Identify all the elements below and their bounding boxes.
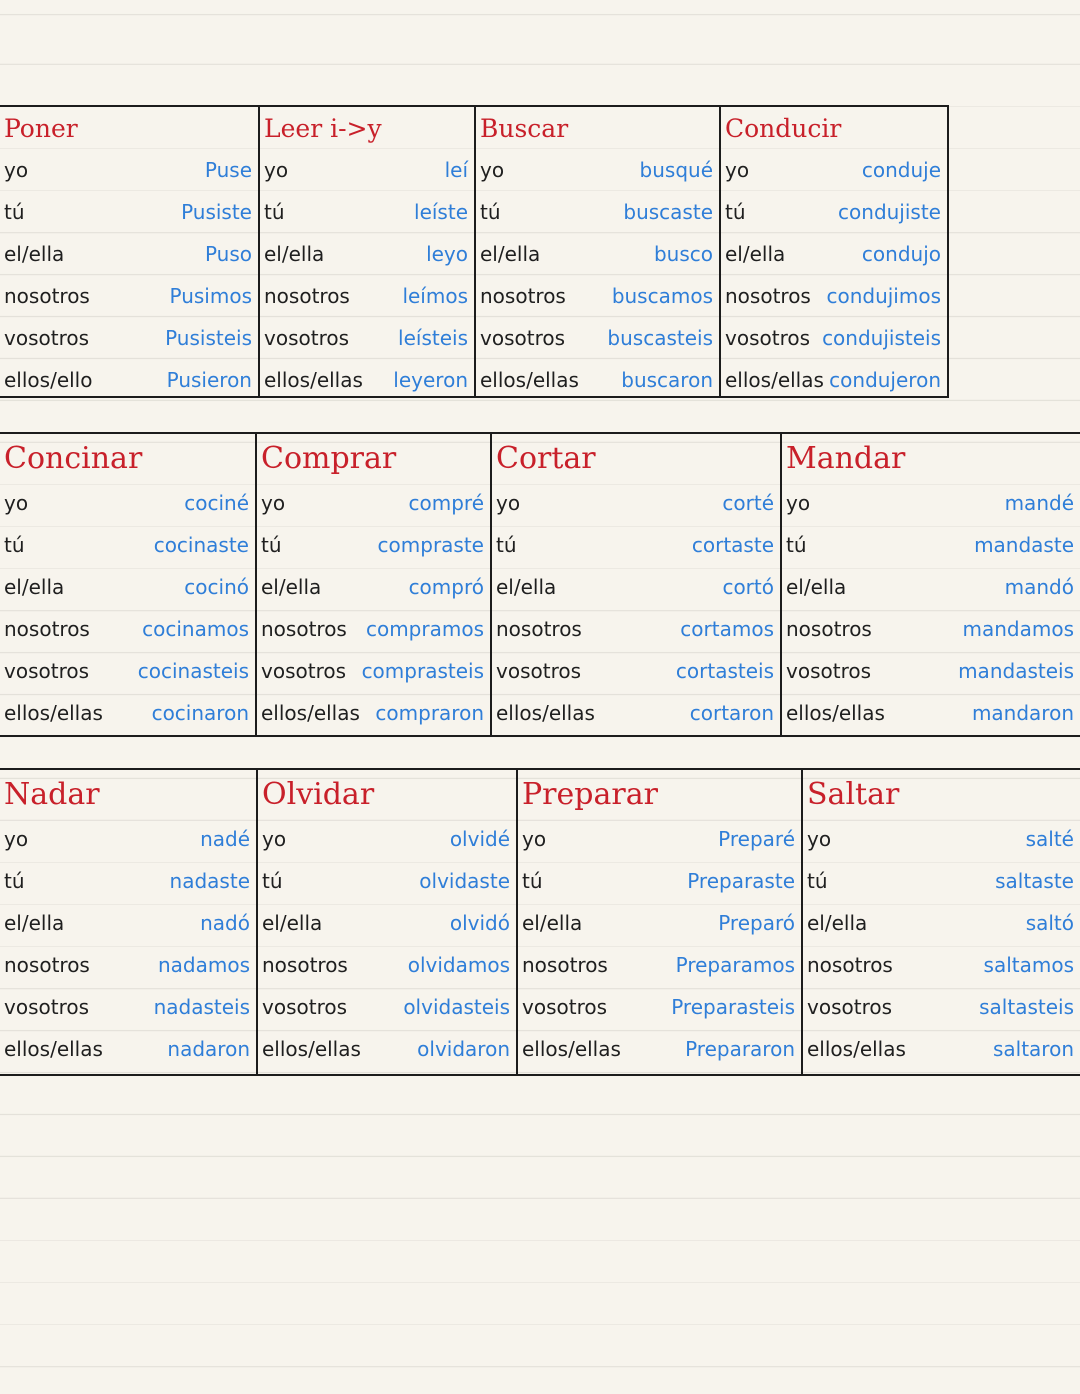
verb-table-row-1 (0, 105, 949, 398)
conjugation-row (807, 1028, 1074, 1070)
conjugation-row (786, 608, 1074, 650)
verb-block-conducir (721, 107, 947, 396)
pronoun-label: el/ella (522, 911, 583, 935)
conjugated-form: conduje (861, 158, 941, 182)
conjugated-form: saltaron (992, 1037, 1074, 1061)
pronoun-label: el/ella (261, 575, 322, 599)
pronoun-label: el/ella (262, 911, 323, 935)
conjugated-form: leísteis (398, 326, 468, 350)
conjugated-form: buscasteis (607, 326, 713, 350)
conjugated-form: Preparó (718, 911, 795, 935)
conjugation-row (261, 608, 484, 650)
verb-title: Conducir (725, 114, 842, 143)
pronoun-label: nosotros (480, 284, 566, 308)
conjugation-row (480, 233, 713, 275)
conjugated-form: nadó (200, 911, 250, 935)
conjugated-form: compró (408, 575, 484, 599)
conjugation-row (480, 275, 713, 317)
verb-block-cortar (492, 434, 782, 735)
conjugation-row (4, 944, 250, 986)
conjugated-form: Pusiste (181, 200, 252, 224)
conjugated-form: saltasteis (979, 995, 1074, 1019)
conjugation-row (261, 482, 484, 524)
conjugated-form: saltaste (995, 869, 1074, 893)
conjugation-row (262, 986, 510, 1028)
conjugated-form: saltamos (983, 953, 1074, 977)
conjugation-row (725, 149, 941, 191)
pronoun-label: tú (480, 200, 501, 224)
conjugation-row (786, 692, 1074, 734)
conjugated-form: cociné (184, 491, 249, 515)
conjugated-form: Preparamos (675, 953, 795, 977)
verb-block-nadar (0, 770, 258, 1074)
conjugated-form: condujo (861, 242, 941, 266)
pronoun-label: vosotros (807, 995, 893, 1019)
conjugated-form: cocinó (184, 575, 249, 599)
conjugation-row (496, 566, 774, 608)
conjugated-form: Puso (204, 242, 252, 266)
verb-block-olvidar (258, 770, 518, 1074)
conjugation-row (480, 317, 713, 359)
verb-block-saltar (803, 770, 1080, 1074)
verb-title: Buscar (480, 114, 569, 143)
pronoun-label: el/ella (725, 242, 786, 266)
pronoun-label: nosotros (264, 284, 350, 308)
conjugation-row (4, 524, 249, 566)
pronoun-label: el/ella (496, 575, 557, 599)
conjugation-row (496, 482, 774, 524)
verb-block-poner (0, 107, 260, 396)
conjugated-form: Preparaste (687, 869, 795, 893)
conjugated-form: mandé (1004, 491, 1074, 515)
conjugated-form: condujeron (829, 368, 941, 392)
conjugation-row (725, 359, 941, 401)
conjugation-row (261, 650, 484, 692)
conjugated-form: Preparé (718, 827, 795, 851)
pronoun-label: vosotros (480, 326, 566, 350)
conjugated-form: cocinaste (153, 533, 249, 557)
conjugation-row (725, 233, 941, 275)
conjugation-row (262, 1028, 510, 1070)
conjugated-form: compré (408, 491, 484, 515)
conjugated-form: salté (1025, 827, 1074, 851)
pronoun-label: ellos/ellas (807, 1037, 906, 1061)
conjugation-row (264, 233, 468, 275)
conjugation-row (262, 902, 510, 944)
pronoun-label: tú (4, 533, 25, 557)
pronoun-label: vosotros (264, 326, 350, 350)
pronoun-label: nosotros (725, 284, 811, 308)
pronoun-label: tú (725, 200, 746, 224)
conjugation-row (522, 818, 795, 860)
conjugated-form: compraste (377, 533, 484, 557)
pronoun-label: ellos/ellas (786, 701, 885, 725)
pronoun-label: yo (262, 827, 287, 851)
conjugated-form: compramos (365, 617, 484, 641)
pronoun-label: vosotros (262, 995, 348, 1019)
pronoun-label: tú (4, 200, 25, 224)
pronoun-label: el/ella (264, 242, 325, 266)
verb-title: Leer i->y (264, 114, 382, 143)
conjugation-row (261, 566, 484, 608)
conjugated-form: comprasteis (361, 659, 484, 683)
pronoun-label: nosotros (4, 617, 90, 641)
conjugated-form: Preparasteis (671, 995, 795, 1019)
conjugation-row (480, 191, 713, 233)
conjugation-row (4, 149, 252, 191)
pronoun-label: tú (786, 533, 807, 557)
conjugated-form: cocinamos (142, 617, 249, 641)
conjugation-row (807, 818, 1074, 860)
conjugated-form: leíste (414, 200, 468, 224)
conjugated-form: mandó (1004, 575, 1074, 599)
pronoun-label: yo (480, 158, 505, 182)
conjugation-row (496, 524, 774, 566)
conjugated-form: olvidamos (407, 953, 510, 977)
conjugation-row (786, 650, 1074, 692)
pronoun-label: yo (786, 491, 811, 515)
pronoun-label: yo (4, 158, 29, 182)
verb-title: Cortar (496, 441, 596, 476)
conjugated-form: Puse (204, 158, 252, 182)
conjugated-form: leyeron (393, 368, 468, 392)
pronoun-label: el/ella (807, 911, 868, 935)
pronoun-label: ellos/ellas (261, 701, 360, 725)
pronoun-label: tú (522, 869, 543, 893)
verb-title: Saltar (807, 777, 900, 812)
pronoun-label: yo (4, 827, 29, 851)
conjugation-row (4, 608, 249, 650)
conjugated-form: olvidasteis (403, 995, 510, 1019)
pronoun-label: el/ella (4, 242, 65, 266)
conjugation-row (264, 191, 468, 233)
conjugated-form: buscamos (611, 284, 713, 308)
conjugated-form: nadé (200, 827, 250, 851)
conjugated-form: olvidé (449, 827, 510, 851)
conjugation-row (496, 608, 774, 650)
verb-block-concinar (0, 434, 257, 735)
conjugated-form: nadaron (167, 1037, 250, 1061)
conjugation-row (807, 986, 1074, 1028)
conjugation-row (725, 275, 941, 317)
pronoun-label: yo (496, 491, 521, 515)
conjugated-form: leyo (426, 242, 468, 266)
pronoun-label: nosotros (4, 953, 90, 977)
conjugated-form: mandaron (971, 701, 1074, 725)
conjugated-form: cocinasteis (137, 659, 249, 683)
pronoun-label: ellos/ellas (4, 701, 103, 725)
conjugation-row (807, 944, 1074, 986)
conjugated-form: Pusieron (166, 368, 252, 392)
conjugation-row (4, 359, 252, 401)
pronoun-label: yo (807, 827, 832, 851)
pronoun-label: ellos/ellas (496, 701, 595, 725)
pronoun-label: el/ella (786, 575, 847, 599)
conjugated-form: cortamos (680, 617, 774, 641)
pronoun-label: nosotros (786, 617, 872, 641)
pronoun-label: yo (4, 491, 29, 515)
conjugation-row (262, 860, 510, 902)
pronoun-label: vosotros (4, 659, 90, 683)
pronoun-label: vosotros (725, 326, 811, 350)
conjugated-form: buscaron (621, 368, 713, 392)
conjugated-form: Prepararon (685, 1037, 795, 1061)
conjugation-row (4, 275, 252, 317)
conjugated-form: nadasteis (153, 995, 250, 1019)
conjugated-form: condujimos (826, 284, 941, 308)
conjugation-row (4, 818, 250, 860)
pronoun-label: yo (725, 158, 750, 182)
pronoun-label: ellos/ello (4, 368, 93, 392)
verb-block-mandar (782, 434, 1080, 735)
pronoun-label: vosotros (786, 659, 872, 683)
conjugated-form: leímos (402, 284, 468, 308)
conjugation-row (480, 359, 713, 401)
conjugated-form: corté (722, 491, 774, 515)
conjugation-row (522, 902, 795, 944)
verb-title: Olvidar (262, 777, 375, 812)
conjugated-form: cortó (722, 575, 774, 599)
conjugation-row (264, 149, 468, 191)
conjugation-row (4, 860, 250, 902)
pronoun-label: tú (807, 869, 828, 893)
conjugated-form: condujisteis (822, 326, 941, 350)
verb-table-row-3 (0, 768, 1080, 1076)
conjugated-form: Pusimos (169, 284, 252, 308)
conjugation-row (480, 149, 713, 191)
pronoun-label: ellos/ellas (725, 368, 824, 392)
verb-block-preparar (518, 770, 803, 1074)
pronoun-label: el/ella (480, 242, 541, 266)
pronoun-label: el/ella (4, 575, 65, 599)
conjugated-form: mandasteis (958, 659, 1074, 683)
conjugated-form: nadaste (169, 869, 250, 893)
verb-table-row-2 (0, 432, 1080, 737)
pronoun-label: vosotros (522, 995, 608, 1019)
pronoun-label: ellos/ellas (4, 1037, 103, 1061)
verb-title: Poner (4, 114, 78, 143)
pronoun-label: tú (264, 200, 285, 224)
pronoun-label: ellos/ellas (262, 1037, 361, 1061)
conjugation-row (4, 986, 250, 1028)
pronoun-label: yo (261, 491, 286, 515)
conjugated-form: cortaron (689, 701, 774, 725)
conjugation-row (4, 1028, 250, 1070)
conjugation-row (807, 860, 1074, 902)
conjugation-row (522, 1028, 795, 1070)
pronoun-label: vosotros (4, 326, 90, 350)
conjugation-row (261, 692, 484, 734)
conjugated-form: cortaste (691, 533, 774, 557)
conjugation-row (786, 482, 1074, 524)
verb-block-comprar (257, 434, 492, 735)
pronoun-label: ellos/ellas (480, 368, 579, 392)
pronoun-label: nosotros (496, 617, 582, 641)
conjugation-row (262, 818, 510, 860)
pronoun-label: nosotros (261, 617, 347, 641)
conjugation-row (4, 692, 249, 734)
conjugated-form: cortasteis (675, 659, 774, 683)
conjugation-row (264, 359, 468, 401)
conjugation-row (4, 191, 252, 233)
conjugated-form: olvidaron (417, 1037, 510, 1061)
conjugation-row (4, 650, 249, 692)
pronoun-label: nosotros (4, 284, 90, 308)
pronoun-label: vosotros (496, 659, 582, 683)
verb-block-leer (260, 107, 476, 396)
conjugation-row (522, 860, 795, 902)
conjugation-row (261, 524, 484, 566)
pronoun-label: nosotros (522, 953, 608, 977)
conjugated-form: compraron (375, 701, 484, 725)
pronoun-label: vosotros (4, 995, 90, 1019)
conjugated-form: busqué (639, 158, 713, 182)
conjugation-row (4, 902, 250, 944)
conjugation-row (807, 902, 1074, 944)
verb-title: Nadar (4, 777, 100, 812)
conjugated-form: busco (653, 242, 713, 266)
conjugation-row (522, 944, 795, 986)
conjugation-row (496, 692, 774, 734)
conjugated-form: nadamos (157, 953, 250, 977)
conjugation-row (4, 233, 252, 275)
pronoun-label: el/ella (4, 911, 65, 935)
conjugated-form: mandamos (962, 617, 1074, 641)
conjugated-form: saltó (1025, 911, 1074, 935)
conjugation-row (264, 317, 468, 359)
conjugation-row (725, 191, 941, 233)
verb-title: Preparar (522, 777, 658, 812)
conjugation-row (4, 482, 249, 524)
conjugation-row (522, 986, 795, 1028)
conjugated-form: leí (444, 158, 468, 182)
pronoun-label: nosotros (262, 953, 348, 977)
verb-title: Mandar (786, 441, 906, 476)
conjugated-form: olvidaste (419, 869, 510, 893)
pronoun-label: yo (264, 158, 289, 182)
pronoun-label: ellos/ellas (264, 368, 363, 392)
conjugation-row (262, 944, 510, 986)
conjugated-form: condujiste (838, 200, 941, 224)
conjugation-row (786, 566, 1074, 608)
conjugation-row (4, 566, 249, 608)
pronoun-label: vosotros (261, 659, 347, 683)
pronoun-label: yo (522, 827, 547, 851)
pronoun-label: tú (261, 533, 282, 557)
pronoun-label: tú (4, 869, 25, 893)
pronoun-label: tú (262, 869, 283, 893)
conjugation-row (496, 650, 774, 692)
conjugated-form: buscaste (623, 200, 713, 224)
verb-title: Comprar (261, 441, 397, 476)
conjugation-row (725, 317, 941, 359)
verb-title: Concinar (4, 441, 143, 476)
pronoun-label: tú (496, 533, 517, 557)
conjugated-form: olvidó (449, 911, 510, 935)
conjugated-form: cocinaron (151, 701, 249, 725)
conjugated-form: mandaste (974, 533, 1074, 557)
pronoun-label: ellos/ellas (522, 1037, 621, 1061)
conjugation-row (786, 524, 1074, 566)
conjugation-row (4, 317, 252, 359)
verb-block-buscar (476, 107, 721, 396)
conjugation-row (264, 275, 468, 317)
pronoun-label: nosotros (807, 953, 893, 977)
conjugated-form: Pusisteis (165, 326, 252, 350)
